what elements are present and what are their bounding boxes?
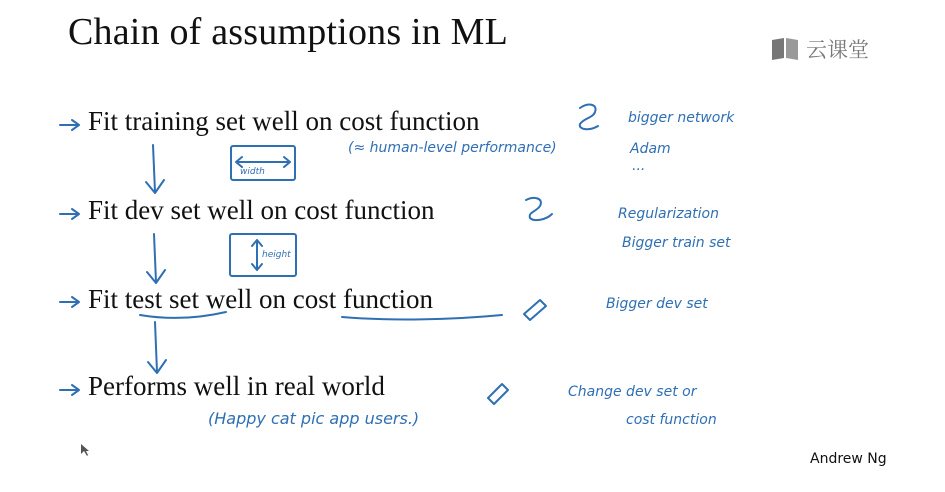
author-credit: Andrew Ng — [810, 451, 887, 467]
height-knob-box — [230, 234, 296, 276]
knob-icon — [580, 105, 598, 130]
knob-regularization: Regularization — [618, 206, 719, 222]
down-arrow-icon — [146, 145, 164, 193]
bullet-arrow-icon — [60, 120, 79, 130]
bullet-arrow-icon — [60, 297, 79, 307]
knob-icon — [526, 198, 552, 220]
knob-adam: Adam — [630, 141, 671, 157]
knob-icon — [524, 300, 546, 320]
human-level-note: (≈ human-level performance) — [348, 140, 557, 156]
knob-change-dev-set: Change dev set or — [568, 384, 697, 400]
width-label: width — [240, 167, 265, 177]
step-real-world: Performs well in real world — [88, 371, 385, 401]
down-arrow-icon — [147, 234, 165, 283]
step-fit-test: Fit test set well on cost function — [88, 284, 433, 314]
knob-bigger-train-set: Bigger train set — [622, 235, 731, 251]
down-arrow-icon — [148, 322, 166, 373]
step-fit-dev: Fit dev set well on cost function — [88, 195, 435, 225]
height-label: height — [262, 250, 291, 260]
knob-bigger-network: bigger network — [628, 110, 735, 126]
slide-title: Chain of assumptions in ML — [68, 11, 509, 53]
happy-cat-note: (Happy cat pic app users.) — [208, 409, 420, 428]
underline-test-set — [140, 312, 226, 318]
knob-icon — [488, 384, 508, 404]
underline-cost-function — [342, 315, 502, 319]
bullet-arrow-icon — [60, 209, 79, 219]
knob-ellipsis: ... — [632, 158, 646, 174]
knob-cost-function: cost function — [626, 412, 717, 428]
bullet-arrow-icon — [60, 385, 79, 395]
cursor-icon — [81, 444, 89, 456]
knob-bigger-dev-set: Bigger dev set — [606, 296, 708, 312]
logo-text: 云课堂 — [806, 38, 869, 62]
step-fit-training: Fit training set well on cost function — [88, 106, 480, 136]
width-knob-box — [231, 146, 295, 180]
